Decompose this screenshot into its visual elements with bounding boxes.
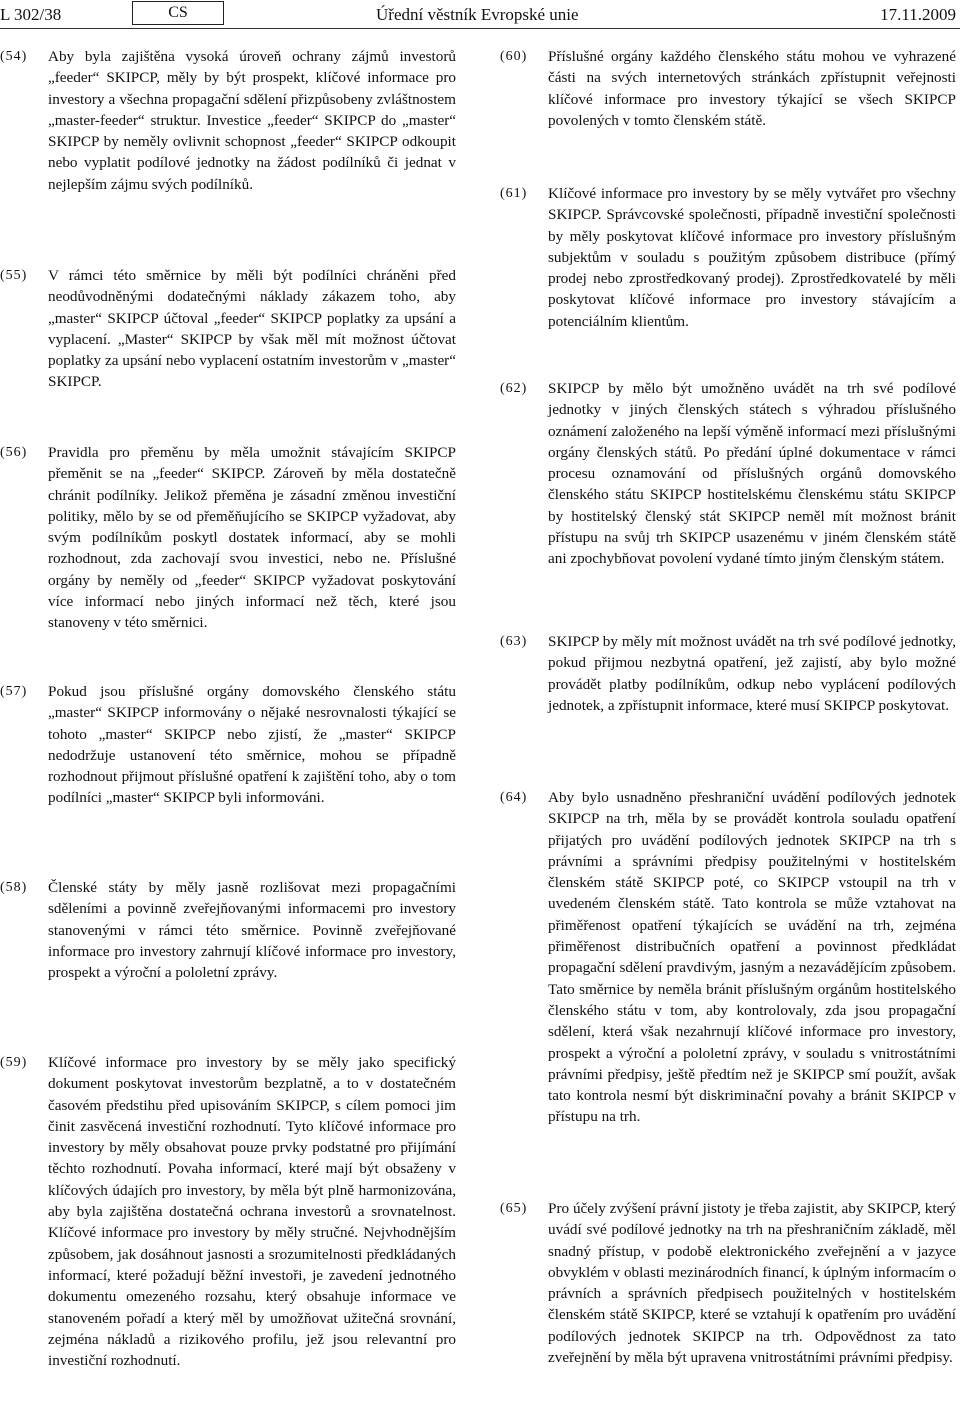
page-header (0, 0, 960, 30)
recital-number: (61) (500, 186, 528, 201)
recital-text: Aby bylo usnadněno přeshraniční uvádění podílových jednotek SKIPCP na trh, měla by se provádět kontrola souladu opatření přijatých pro uvádění podílových jednotek SKIPCP na trh s právními a správními předpisy použitelnými v hostitelském členském státě SKIPCP poté, co SKIPCP vstoupil na trh v uvedeném členském státě. Tato kontrola se může vztahovat na přiměřenost opatření týkajících se uvádění na trh, zejména přiměřenost distribučních opatření a povinnost předkládat propagační sdělení pravdivým, jasným a nezavádějícím způsobem. Tato směrnice by neměla bránit příslušným orgánům hostitelského členského státu v tom, aby kontrolovaly, zda jsou propagační sdělení, která však nezahrnují klíčové informace pro investory, prospekt a výroční a pololetní zprávy, v souladu s vnitrostátními právními předpisy, ještě předtím než je SKIPCP smí použít, avšak tato kontrola nesmí být diskriminační povahy a bránit SKIPCP v přístupu na trh. (548, 789, 956, 1126)
page-number: L 302/38 (0, 5, 62, 24)
recital-text: Pokud jsou příslušné orgány domovského členského státu „master“ SKIPCP informovány o nějaké nesrovnalosti týkající se tohoto „master“ SKIPCP nebo zjistí, že „master“ SKIPCP nedodržuje ustanovení této směrnice, mohou se případně rozhodnout přijmout příslušné opatření k zajištění toho, aby o tom podílníci „master“ SKIPCP byli informováni. (48, 683, 456, 807)
recital-text: SKIPCP by měly mít možnost uvádět na trh své podílové jednotky, pokud přijmou nezbytná opatření, jež zajistí, aby bylo možné provádět platby podílníkům, odkup nebo vyplácení podílových jednotek, a zpřístupnit informace, které musí SKIPCP poskytovat. (548, 633, 956, 714)
recital-number: (64) (500, 790, 528, 805)
recital-number: (59) (0, 1055, 28, 1070)
recital-number: (65) (500, 1201, 528, 1216)
recital-number: (60) (500, 49, 528, 64)
recital-number: (54) (0, 49, 28, 64)
recital-number: (55) (0, 268, 28, 283)
recital-text: Klíčové informace pro investory by se měly jako specifický dokument poskytovat investorům bezplatně, a to v dostatečném časovém předstihu před upisováním SKIPCP, s cílem pomoci jim činit zasvěcená investiční rozhodnutí. Tyto klíčové informace pro investory by měly obsahovat pouze prvky podstatné pro přijímání těchto rozhodnutí. Povaha informací, které mají být obsaženy v klíčových údajích pro investory, by měla být plně harmonizována, aby byla zajištěna dostatečná ochrana investorů a srovnatelnost. Klíčové informace pro investory by měly stručné. Nejvhodnějším způsobem, jak dosáhnout jasnosti a srozumitelnosti předkládaných informací, které požadují běžní investoři, je zavedení jednotného dokumentu omezeného rozsahu, který obsahuje informace ve stanoveném pořadí a který měl by umožňovat užitečná srovnání, zejména nákladů a rizikového profilu, jež jsou relevantní pro investiční rozhodnutí. (48, 1054, 456, 1370)
recital-text: V rámci této směrnice by měli být podílníci chráněni před neodůvodněnými dodatečnými náklady zákazem toho, aby „master“ SKIPCP účtoval „feeder“ SKIPCP poplatky za upsání a vyplacení. „Master“ SKIPCP by však měl mít možnost účtovat poplatky za upsání nebo vyplacení ostatním investorům v „master“ SKIPCP. (48, 267, 456, 391)
recital-text: Aby byla zajištěna vysoká úroveň ochrany zájmů investorů „feeder“ SKIPCP, měly by být prospekt, klíčové informace pro investory a všechna propagační sdělení přizpůsobeny zvláštnostem „master-feeder“ struktur. Investice „feeder“ SKIPCP do „master“ SKIPCP by neměly ovlivnit schopnost „feeder“ SKIPCP odkoupit nebo vyplatit podílové jednotky na žádost podílníků či jednat v nejlepším zájmu svých podílníků. (48, 48, 456, 193)
recital-number: (57) (0, 684, 28, 699)
recital-text: Pravidla pro přeměnu by měla umožnit stávajícím SKIPCP přeměnit se na „feeder“ SKIPCP. Zároveň by měla dostatečně chránit podílníky. Jelikož přeměna je zásadní změnou investiční politiky, mělo by se od přeměňujícího se SKIPCP vyžadovat, aby svým podílníkům poskytl dostatek informací, aby se mohli rozhodnout, zda zachovají svou investici, nebo ne. Příslušné orgány by neměly od „feeder“ SKIPCP vyžadovat poskytování více informací nebo jiných informací než těch, které jsou stanoveny v této směrnici. (48, 444, 456, 632)
recital-number: (62) (500, 381, 528, 396)
recital-number: (56) (0, 445, 28, 460)
recital-text: Členské státy by měly jasně rozlišovat mezi propagačními sděleními a povinně zveřejňovanými informacemi pro investory stanovenými v rámci této směrnice. Povinně zveřejňované informace pro investory zahrnují klíčové informace pro investory, prospekt a výroční a pololetní zprávy. (48, 879, 456, 982)
recital-number: (63) (500, 634, 528, 649)
recital-text: SKIPCP by mělo být umožněno uvádět na trh své podílové jednotky v jiných členských státech s výhradou příslušného oznámení založeného na lepší výměně informací mezi příslušnými orgány členských států. Po předání úplné dokumentace v rámci procesu oznamování od příslušných orgánů domovského členského státu SKIPCP hostitelskému členskému státu SKIPCP by hostitelský členský stát SKIPCP neměl mít možnost bránit přístupu na svůj trh SKIPCP usazenému v jiném členském státě ani zpochybňovat povolení vydané tímto jiným členským státem. (548, 380, 956, 568)
publication-date: 17.11.2009 (880, 5, 956, 24)
language-code-box: CS (132, 1, 224, 25)
recital-text: Příslušné orgány každého členského státu mohou ve vyhrazené části na svých internetových stránkách zpřístupnit veřejnosti klíčové informace pro investory týkající se všech SKIPCP povolených v tomto členském státě. (548, 48, 956, 129)
recital-text: Pro účely zvýšení právní jistoty je třeba zajistit, aby SKIPCP, který uvádí své podílové jednotky na trh na přeshraničním základě, měl snadný přístup, v podobě elektronického zveřejnění a v jazyce obvyklém v oblasti mezinárodních financí, k úplným informacím o právních a správních předpisech použitelných v hostitelském členském státě SKIPCP, které se vztahují k opatřením pro uvádění podílových jednotek SKIPCP na trh. Odpovědnost za tato zveřejnění by měla být upravena vnitrostátními právními předpisy. (548, 1200, 956, 1367)
header-rule (0, 28, 960, 29)
recital-text: Klíčové informace pro investory by se měly vytvářet pro všechny SKIPCP. Správcovské společnosti, případně investiční společnosti by měly poskytovat klíčové informace pro investory příslušným subjektům v souladu s použitým způsobem distribuce (přímý prodej nebo zprostředkovaný prodej). Zprostředkovatelé by měli poskytovat klíčové informace pro investory stávajícím a potenciálním klientům. (548, 185, 956, 330)
journal-title: Úřední věstník Evropské unie (376, 5, 579, 24)
recital-number: (58) (0, 880, 28, 895)
